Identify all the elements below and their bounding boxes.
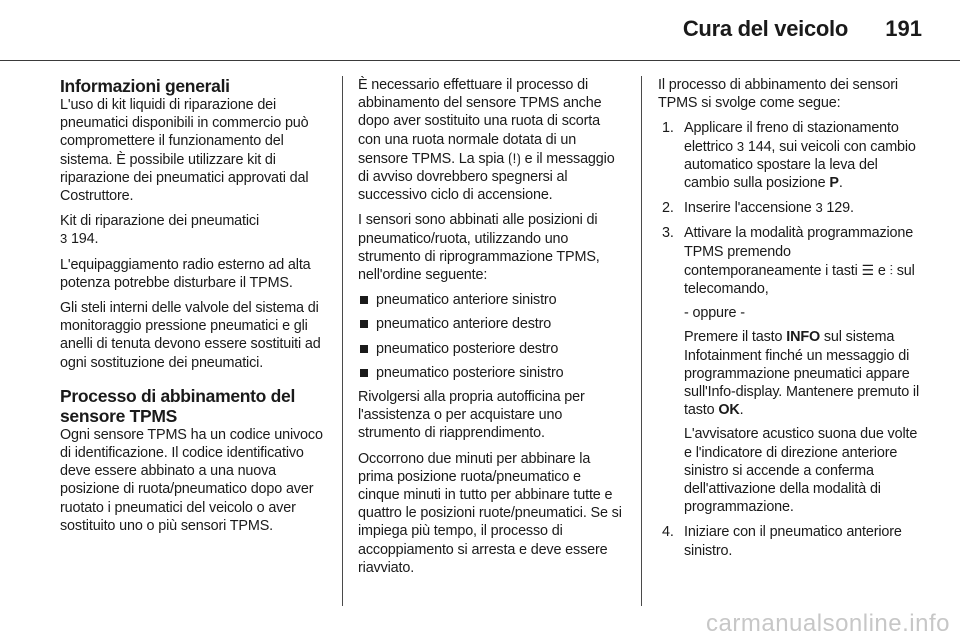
paragraph-text: e il messaggio di avviso dovrebbero spegnersi al successivo ciclo di accensione. — [358, 150, 615, 204]
paragraph: Il processo di abbinamento dei sensori TPMS si svolge come segue: — [658, 77, 898, 112]
page-ref-icon: 3 — [736, 138, 744, 154]
step-text-part: Premere il tasto — [684, 329, 783, 346]
bullet-square-icon — [360, 369, 368, 377]
column-3 — [658, 76, 926, 567]
tire-order-list — [358, 291, 626, 382]
step-item — [658, 224, 926, 516]
list-item-text: pneumatico anteriore sinistro — [376, 292, 557, 309]
step-text — [684, 119, 926, 192]
step-number: 3. — [662, 225, 674, 242]
page-title: Cura del veicolo — [682, 16, 848, 41]
step-text-part: sul sistema Infotainment finché un messaggio di programmazione pneumatici appare sull'Info-display. Mantenere premuto il tasto — [684, 329, 919, 419]
page-ref-link[interactable]: 194. — [70, 231, 99, 248]
heading-general-info: Informazioni generali — [60, 76, 230, 96]
step-text-part: Inserire l'accensione — [684, 200, 812, 217]
step-text-part: Applicare il freno di stazionamento elettrico — [684, 120, 899, 155]
step-text: Iniziare con il pneumatico anteriore sinistro. — [684, 524, 902, 559]
info-button-label: INFO — [786, 329, 821, 346]
paragraph: Ogni sensore TPMS ha un codice univoco di identificazione. Il codice identificativo deve essere abbinato a una nuova posizione di ruota/pneumatico dopo aver ruotato i pneumatici del veicolo o aver sostituito uno o più sensori TPMS. — [60, 426, 323, 534]
paragraph: L'uso di kit liquidi di riparazione dei pneumatici disponibili in commercio può compromettere il funzionamento del sistema. È possibile utilizzare kit di riparazione dei pneumatici approvati dal Costruttore. — [60, 97, 309, 205]
step-item — [658, 199, 926, 217]
heading-tpms-pairing: Processo di abbinamento del sensore TPMS — [60, 385, 296, 426]
page-ref-icon: 3 — [60, 231, 68, 247]
list-item — [358, 315, 626, 333]
bullet-square-icon — [360, 320, 368, 328]
step-text-part: . — [739, 402, 744, 419]
watermark: carmanualsonline.info — [706, 610, 950, 637]
tpms-warning-icon: ⟮!⟯ — [508, 149, 521, 166]
paragraph: Rivolgersi alla propria autofficina per l'assistenza o per acquistare uno strumento di riapprendimento. — [358, 389, 585, 442]
step-text-part: Attivare la modalità programmazione TPMS premendo contemporaneamente i tasti — [684, 225, 914, 279]
step-item — [658, 119, 926, 192]
page-ref-icon: 3 — [815, 200, 823, 216]
ok-button-label: OK — [718, 402, 740, 419]
list-item — [358, 291, 626, 309]
column-1 — [60, 76, 326, 542]
list-item-text: pneumatico posteriore destro — [376, 340, 559, 357]
step-item — [658, 523, 926, 559]
paragraph — [358, 76, 626, 204]
remote-key-unlock-icon: ⫶ — [889, 261, 893, 278]
paragraph: Gli steli interni delle valvole del sistema di monitoraggio pressione pneumatici e gli anelli di tenuta devono essere sostituiti ad ogni sostituzione dei pneumatici. — [60, 300, 321, 371]
step-text-part: 129. — [826, 200, 854, 217]
step-alternative: - oppure - — [684, 305, 745, 322]
page-header — [0, 0, 960, 46]
paragraph-repair-kit-ref — [60, 212, 326, 248]
remote-key-lock-icon: ☰ — [861, 261, 874, 278]
paragraph: Occorrono due minuti per abbinare la prima posizione ruota/pneumatico e cinque minuti in tutto per abbinare tutte e quattro le posizioni ruote/pneumatici. Se si impiega più tempo, il processo di accoppiamento si arresta e deve essere riavviato. — [358, 450, 622, 576]
bullet-square-icon — [360, 296, 368, 304]
gear-position-label: P — [829, 175, 839, 192]
list-item — [358, 340, 626, 358]
step-text: L'avvisatore acustico suona due volte e l'indicatore di direzione anteriore sinistro si accende a conferma dell'attivazione della modalità di programmazione. — [684, 426, 918, 516]
step-number: 4. — [662, 524, 674, 541]
page-number: 191 — [885, 16, 922, 41]
column-divider-1 — [342, 76, 343, 606]
paragraph: I sensori sono abbinati alle posizioni di pneumatico/ruota, utilizzando uno strumento di riprogrammazione TPMS, nell'ordine seguente: — [358, 212, 600, 284]
step-text-part: sul telecomando, — [684, 262, 915, 298]
paragraph-text: Kit di riparazione dei pneumatici — [60, 213, 260, 230]
step-text-part: 144, sui veicoli con cambio automatico spostare la leva del cambio sulla posizione — [684, 138, 916, 192]
step-text — [684, 224, 926, 298]
header-rule — [0, 60, 960, 61]
paragraph: L'equipaggiamento radio esterno ad alta potenza potrebbe disturbare il TPMS. — [60, 256, 311, 291]
pairing-steps — [658, 119, 926, 559]
column-divider-2 — [641, 76, 642, 606]
step-text — [684, 328, 926, 419]
step-number: 1. — [662, 120, 674, 137]
list-item-text: pneumatico anteriore destro — [376, 316, 552, 333]
column-2 — [358, 76, 626, 584]
step-text — [684, 199, 926, 217]
step-text-part: . — [838, 175, 843, 192]
step-number: 2. — [662, 200, 674, 217]
step-text-part: e — [877, 262, 886, 279]
bullet-square-icon — [360, 345, 368, 353]
list-item-text: pneumatico posteriore sinistro — [376, 364, 564, 381]
paragraph-text: È necessario effettuare il processo di abbinamento del sensore TPMS anche dopo aver sostituito una ruota di scorta con una ruota normale dotata di un sensore TPMS. La spia — [358, 77, 602, 167]
list-item — [358, 364, 626, 382]
